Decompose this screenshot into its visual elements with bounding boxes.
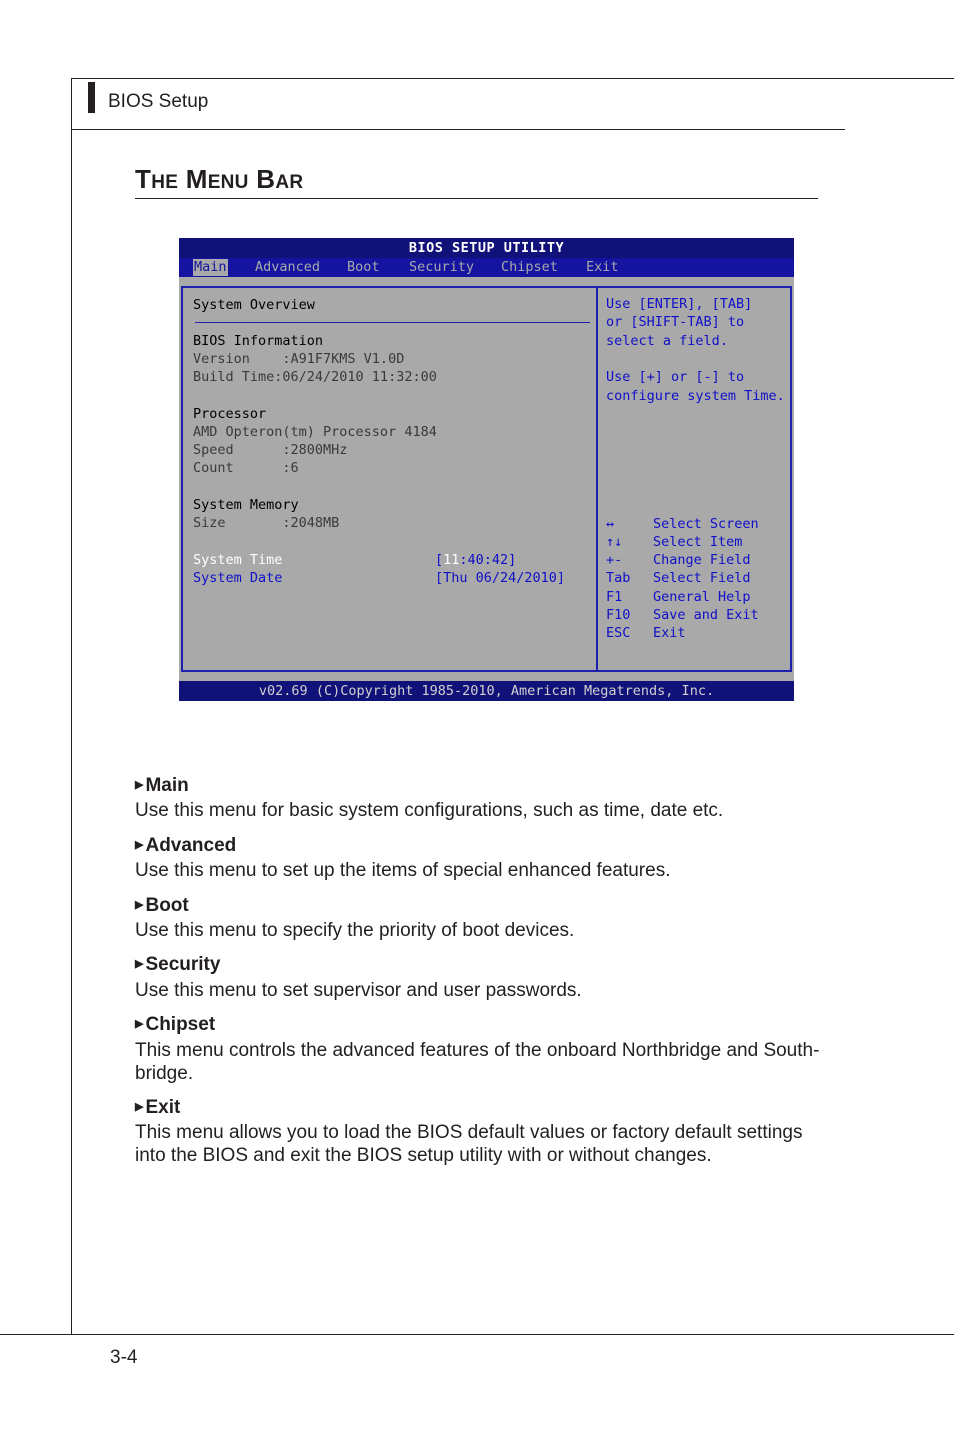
page-frame-top-rule <box>71 78 954 79</box>
key-action-save-exit: Save and Exit <box>653 607 759 623</box>
help-line-1: Use [ENTER], [TAB] <box>606 296 753 312</box>
bios-copyright-bar: v02.69 (C)Copyright 1985-2010, American Megatrends, Inc. <box>179 681 794 701</box>
bios-menu-boot[interactable]: Boot <box>347 259 380 275</box>
running-header: BIOS Setup <box>108 91 209 112</box>
bios-menu-exit[interactable]: Exit <box>586 259 619 275</box>
header-marker-bar <box>88 82 95 113</box>
system-overview-heading: System Overview <box>193 297 315 313</box>
bios-title-bar: BIOS SETUP UTILITY <box>179 238 794 258</box>
bios-menu-main[interactable]: Main <box>194 259 227 275</box>
bios-menu-security[interactable]: Security <box>409 259 475 275</box>
bios-help-panel <box>598 286 792 672</box>
key-action-select-field: Select Field <box>653 570 751 586</box>
overview-rule <box>195 322 590 323</box>
section-title-rule <box>135 198 818 199</box>
memory-size: Size :2048MB <box>193 515 340 531</box>
system-date-value[interactable]: [Thu 06/24/2010] <box>435 570 566 586</box>
help-line-2: or [SHIFT-TAB] to <box>606 314 745 330</box>
item-security-desc: Use this menu to set supervisor and user passwords. <box>135 980 582 1001</box>
bullet-triangle-icon: ▶ <box>135 1101 144 1113</box>
system-date-label[interactable]: System Date <box>193 570 283 586</box>
key-action-change-field: Change Field <box>653 552 751 568</box>
key-action-general-help: General Help <box>653 589 751 605</box>
key-arrows-ud: ↑↓ <box>606 534 623 550</box>
key-esc: ESC <box>606 625 631 641</box>
bios-menu-advanced[interactable]: Advanced <box>255 259 321 275</box>
item-main-heading: ▶ Main <box>135 775 189 796</box>
system-time-value[interactable]: [11:40:42] <box>435 552 517 568</box>
help-line-4: Use [+] or [-] to <box>606 369 745 385</box>
item-boot-heading: ▶ Boot <box>135 895 189 916</box>
key-tab: Tab <box>606 570 631 586</box>
key-f1: F1 <box>606 589 623 605</box>
bios-menu-chipset[interactable]: Chipset <box>501 259 558 275</box>
cpu-name: AMD Opteron(tm) Processor 4184 <box>193 424 437 440</box>
cpu-speed: Speed :2800MHz <box>193 442 348 458</box>
bios-menu-bar <box>179 258 794 277</box>
item-chipset-desc: This menu controls the advanced features of the onboard Northbridge and South- bridge. <box>135 1040 820 1084</box>
page-frame-bottom-rule <box>0 1334 954 1335</box>
bullet-triangle-icon: ▶ <box>135 839 144 851</box>
processor-heading: Processor <box>193 406 267 422</box>
bullet-triangle-icon: ▶ <box>135 779 144 791</box>
bios-version: Version :A91F7KMS V1.0D <box>193 351 405 367</box>
cpu-count: Count :6 <box>193 460 299 476</box>
bullet-triangle-icon: ▶ <box>135 1018 144 1030</box>
item-chipset-heading: ▶ Chipset <box>135 1014 216 1035</box>
key-plus-minus: +- <box>606 552 623 568</box>
key-arrows-lr: ↔ <box>606 516 615 532</box>
page-frame-left-rule <box>71 78 72 1335</box>
item-security-heading: ▶ Security <box>135 954 221 975</box>
bios-info-heading: BIOS Information <box>193 333 324 349</box>
key-action-exit: Exit <box>653 625 686 641</box>
memory-heading: System Memory <box>193 497 299 513</box>
key-f10: F10 <box>606 607 631 623</box>
item-exit-desc: This menu allows you to load the BIOS default values or factory default settings into the BIOS and exit the BIOS setup utility with or without changes. <box>135 1122 803 1166</box>
bios-screen <box>179 238 794 701</box>
item-main-desc: Use this menu for basic system configurations, such as time, date etc. <box>135 800 724 821</box>
bios-main-panel <box>181 286 598 672</box>
item-advanced-heading: ▶ Advanced <box>135 835 237 856</box>
key-action-select-screen: Select Screen <box>653 516 759 532</box>
system-time-hour-field[interactable]: 11 <box>443 552 460 568</box>
bullet-triangle-icon: ▶ <box>135 899 144 911</box>
bios-body <box>179 277 794 681</box>
item-exit-heading: ▶ Exit <box>135 1097 181 1118</box>
item-advanced-desc: Use this menu to set up the items of special enhanced features. <box>135 860 671 881</box>
item-boot-desc: Use this menu to specify the priority of boot devices. <box>135 920 575 941</box>
help-line-3: select a field. <box>606 333 728 349</box>
header-rule <box>71 129 845 130</box>
bios-build-time: Build Time:06/24/2010 11:32:00 <box>193 369 437 385</box>
help-line-5: configure system Time. <box>606 388 785 404</box>
section-title: THE MENU BAR <box>135 164 304 194</box>
page-number: 3-4 <box>110 1347 138 1368</box>
system-time-label[interactable]: System Time <box>193 552 283 568</box>
bullet-triangle-icon: ▶ <box>135 958 144 970</box>
key-action-select-item: Select Item <box>653 534 743 550</box>
